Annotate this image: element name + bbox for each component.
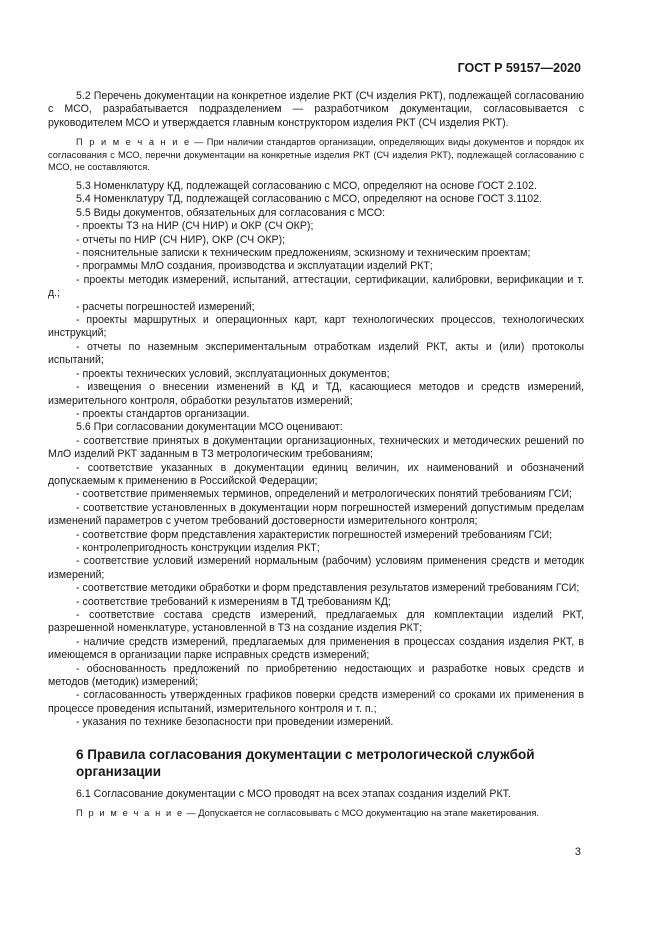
list-item: - отчеты по наземным экспериментальным отработкам изделий РКТ, акты и (или) протоколы испытаний;	[48, 340, 584, 367]
list-item: - соответствие состава средств измерений, предлагаемых для комплектации изделий РКТ, разрешенной номенклатуре, установленной в ТЗ на создание изделия РКТ;	[48, 609, 584, 635]
note	[48, 807, 584, 820]
list-item: - соответствие установленных в документации норм погрешностей измерений допустимым пределам изменений параметров с учетом требований достоверности измерительного контроля;	[48, 501, 584, 528]
list-item: - контролепригодность конструкции изделия РКТ;	[76, 541, 320, 554]
list-item: - соответствие требований к измерениям в ТД требованиям КД;	[76, 595, 391, 608]
list-item: - программы МлО создания, производства и эксплуатации изделий РКТ;	[76, 260, 433, 273]
paragraph: 5.3 Номенклатуру КД, подлежащей согласованию с МСО, определяют на основе ГОСТ 2.102.	[76, 180, 537, 192]
document-body	[48, 90, 584, 826]
note-label: П р и м е ч а н и е	[76, 137, 191, 148]
list-item: - соответствие методики обработки и форм представления результатов измерений требованиям ГСИ;	[76, 582, 580, 595]
list-item: - соответствие принятых в документации организационных, технических и методических решений по МлО изделий РКТ заданным в ТЗ метрологическим требованиям;	[48, 434, 584, 461]
paragraph: 5.5 Виды документов, обязательных для согласования с МСО:	[76, 206, 386, 219]
list-item: - проекты технических условий, эксплуатационных документов;	[76, 367, 390, 380]
list-item: - соответствие применяемых терминов, определений и метрологических понятий требованиям ГСИ;	[76, 488, 572, 501]
note-label: П р и м е ч а н и е	[76, 808, 184, 819]
list-item: - проекты маршрутных и операционных карт, карт технологических процессов, технологических инструкций;	[48, 314, 584, 340]
list-item: - указания по технике безопасности при проведении измерений.	[76, 716, 394, 729]
page-number: 3	[574, 846, 581, 858]
note-text: — При наличии стандартов организации, определяющих виды документов и порядок их согласования с МСО, перечни документации на конкретные изделия РКТ (СЧ изделия РКТ), подлежащей согласованию с МСО, не составляются.	[48, 137, 584, 173]
document-header: ГОСТ Р 59157—2020	[457, 61, 581, 75]
list-item: - извещения о внесении изменений в КД и ТД, касающиеся методов и средств измерений, измерительного контроля, обработки результатов измерений;	[48, 381, 584, 407]
list-item: - проекты методик измерений, испытаний, аттестации, сертификации, калибровки, верификации и т. д.;	[48, 273, 584, 300]
list-item: - проекты стандартов организации.	[76, 407, 250, 420]
list-item: - пояснительные записки к техническим предложениям, эскизному и техническим проектам;	[76, 247, 531, 260]
paragraph: 5.6 При согласовании документации МСО оценивают:	[76, 421, 343, 434]
list-item: - обоснованность предложений по приобретению недостающих и разработке новых средств и методов (методик) измерений;	[48, 662, 584, 689]
list-item: - соответствие условий измерений нормальным (рабочим) условиям применения средств и методик измерений;	[48, 555, 584, 581]
section-heading: 6 Правила согласования документации с метрологической службой организации	[76, 746, 535, 779]
list-item: - отчеты по НИР (СЧ НИР), ОКР (СЧ ОКР);	[76, 233, 286, 246]
paragraph: 6.1 Согласование документации с МСО проводят на всех этапах создания изделий РКТ.	[76, 787, 511, 800]
list-item: - наличие средств измерений, предлагаемых для применения в процессах создания изделия РКТ, в имеющемся в организации парке исправных средств измерений;	[48, 635, 584, 662]
list-item: - соответствие указанных в документации единиц величин, их наименований и обозначений допускаемым к применению в Российской Федерации;	[48, 461, 584, 487]
note-text: — Допускается не согласовывать с МСО документацию на этапе макетирования.	[183, 808, 539, 819]
paragraph: 5.4 Номенклатуру ТД, подлежащей согласованию с МСО, определяют на основе ГОСТ 3.1102.	[76, 193, 542, 206]
note	[48, 136, 584, 174]
list-item: - согласованность утвержденных графиков поверки средств измерений со сроками их применения в процессе проведения испытаний, измерительного контроля и т. п.;	[48, 689, 584, 715]
list-item: - расчеты погрешностей измерений;	[76, 300, 255, 313]
paragraph: 5.2 Перечень документации на конкретное изделие РКТ (СЧ изделия РКТ), подлежащей согласованию с МСО, разрабатывается подразделением — разработчиком документации, согласовывается с руководителем МСО и утверждается главным конструктором изделия РКТ (СЧ изделия РКТ).	[48, 90, 584, 129]
list-item: - соответствие форм представления характеристик погрешностей измерений требованиям ГСИ;	[76, 528, 553, 541]
list-item: - проекты ТЗ на НИР (СЧ НИР) и ОКР (СЧ ОКР);	[76, 220, 314, 233]
